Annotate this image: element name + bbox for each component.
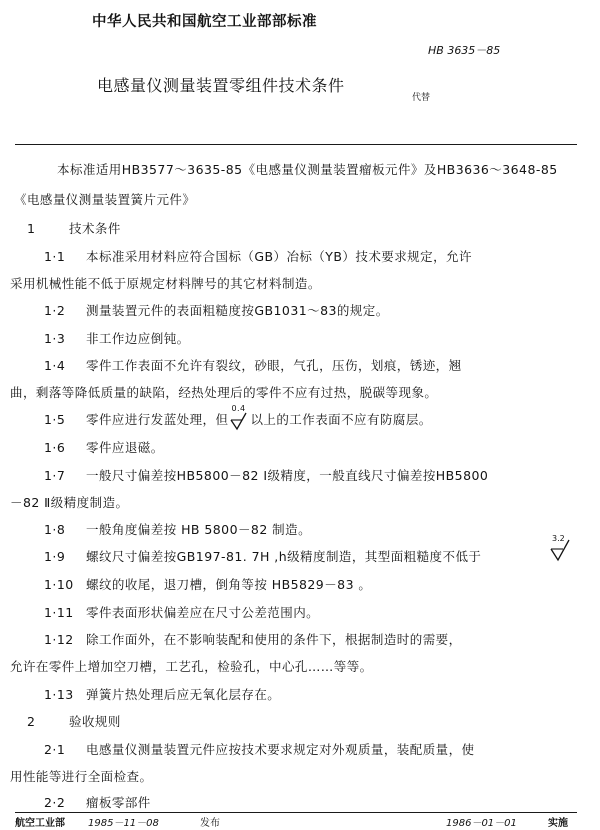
footer-issuer: 航空工业部 [15, 818, 65, 829]
surface-roughness-icon [228, 403, 250, 428]
clause-text-cont: 以上的工作表面不应有防腐层。 [250, 412, 432, 427]
roughness-value: 3.2 [552, 534, 565, 543]
clause-1-2 [44, 301, 389, 319]
clause-number: 1·5 [44, 412, 66, 427]
clause-number: 1·10 [44, 577, 74, 592]
clause-number: 1·7 [44, 468, 66, 483]
clause-text: 弹簧片热处理后应无氧化层存在。 [86, 687, 281, 702]
clause-1-7 [44, 466, 488, 484]
footer-implementation-date: 1986－01－01 [446, 818, 517, 829]
clause-1-1-cont: 采用机械性能不低于原规定材料牌号的其它材料制造。 [10, 276, 321, 291]
replaces-label: 代替 [412, 93, 431, 103]
clause-1-5 [44, 403, 432, 428]
clause-number: 1·9 [44, 549, 66, 564]
clause-text: 本标准采用材料应符合国标（GB）冶标（YB）技术要求规定，允许 [86, 249, 472, 264]
clause-number: 1·6 [44, 440, 66, 455]
clause-text: 瘤板零部件 [86, 795, 151, 810]
section-title: 技术条件 [69, 221, 121, 236]
footer-issue-label: 发布 [200, 818, 220, 829]
clause-number: 2·2 [44, 795, 66, 810]
clause-1-4-cont: 曲，剩落等降低质量的缺陷，经热处理后的零件不应有过热，脱碳等现象。 [10, 385, 438, 400]
clause-1-12 [44, 630, 462, 648]
footer-implementation-label: 实施 [548, 818, 568, 829]
clause-2-2 [44, 793, 151, 811]
clause-1-9 [44, 547, 481, 565]
standard-code: HB 3635－85 [428, 44, 501, 57]
clause-text: 零件工作表面不允许有裂纹，砂眼，气孔，压伤，划痕，锈迹，翘 [86, 358, 462, 373]
clause-text: 零件应进行发蓝处理，但 [86, 412, 229, 427]
clause-number: 2·1 [44, 742, 66, 757]
footer-issue-date: 1985－11－08 [88, 818, 159, 829]
clause-number: 1·2 [44, 303, 66, 318]
clause-text: 测量装置元件的表面粗糙度按GB1031～83的规定。 [86, 303, 389, 318]
section-number: 2 [27, 714, 36, 729]
header-divider [15, 144, 577, 145]
clause-text: 螺纹尺寸偏差按GB197-81. 7H ,h级精度制造，其型面粗糙度不低于 [86, 549, 482, 564]
clause-text: 零件应退磁。 [86, 440, 164, 455]
roughness-check-mark [228, 411, 250, 431]
clause-number: 1·4 [44, 358, 66, 373]
clause-1-13 [44, 685, 280, 703]
clause-1-6 [44, 438, 164, 456]
clause-number: 1·12 [44, 632, 74, 647]
clause-1-4 [44, 356, 462, 374]
clause-1-11 [44, 603, 319, 621]
section-2-heading [27, 712, 121, 730]
section-1-heading [27, 219, 121, 237]
clause-2-1-cont: 用性能等进行全面检查。 [10, 769, 153, 784]
issuing-authority-heading: 中华人民共和国航空工业部部标准 [92, 14, 317, 30]
document-title: 电感量仪测量装置零组件技术条件 [97, 76, 345, 95]
roughness-value: 0.4 [231, 403, 246, 413]
clause-text: 零件表面形状偏差应在尺寸公差范围内。 [86, 605, 320, 620]
footer-divider [15, 812, 577, 813]
clause-1-10 [44, 575, 371, 593]
clause-1-12-cont: 允许在零件上增加空刀槽，工艺孔，检验孔，中心孔……等等。 [10, 659, 373, 674]
clause-number: 1·1 [44, 249, 66, 264]
clause-number: 1·11 [44, 605, 74, 620]
clause-text: 一般角度偏差按 HB 5800－82 制造。 [86, 522, 312, 537]
section-number: 1 [27, 221, 36, 236]
clause-text: 一般尺寸偏差按HB5800－82 Ⅰ级精度，一般直线尺寸偏差按HB5800 [86, 468, 489, 483]
clause-1-3 [44, 329, 190, 347]
section-title: 验收规则 [69, 714, 121, 729]
intro-paragraph: 本标准适用HB3577～3635-85《电感量仪测量装置瘤板元件》及HB3636～3648-85 [57, 162, 558, 177]
clause-2-1 [44, 740, 475, 758]
clause-text: 电感量仪测量装置元件应按技术要求规定对外观质量，装配质量，使 [86, 742, 475, 757]
clause-1-8 [44, 520, 311, 538]
surface-roughness-icon [548, 535, 572, 563]
clause-number: 1·3 [44, 331, 66, 346]
clause-1-7-cont: －82 Ⅱ级精度制造。 [10, 495, 129, 510]
clause-text: 非工作边应倒钝。 [86, 331, 190, 346]
clause-text: 螺纹的收尾，退刀槽，倒角等按 HB5829－83 。 [86, 577, 372, 592]
clause-1-1 [44, 247, 472, 265]
intro-paragraph-cont: 《电感量仪测量装置簧片元件》 [14, 192, 196, 207]
clause-number: 1·13 [44, 687, 74, 702]
clause-number: 1·8 [44, 522, 66, 537]
clause-text: 除工作面外，在不影响装配和使用的条件下，根据制造时的需要， [86, 632, 462, 647]
